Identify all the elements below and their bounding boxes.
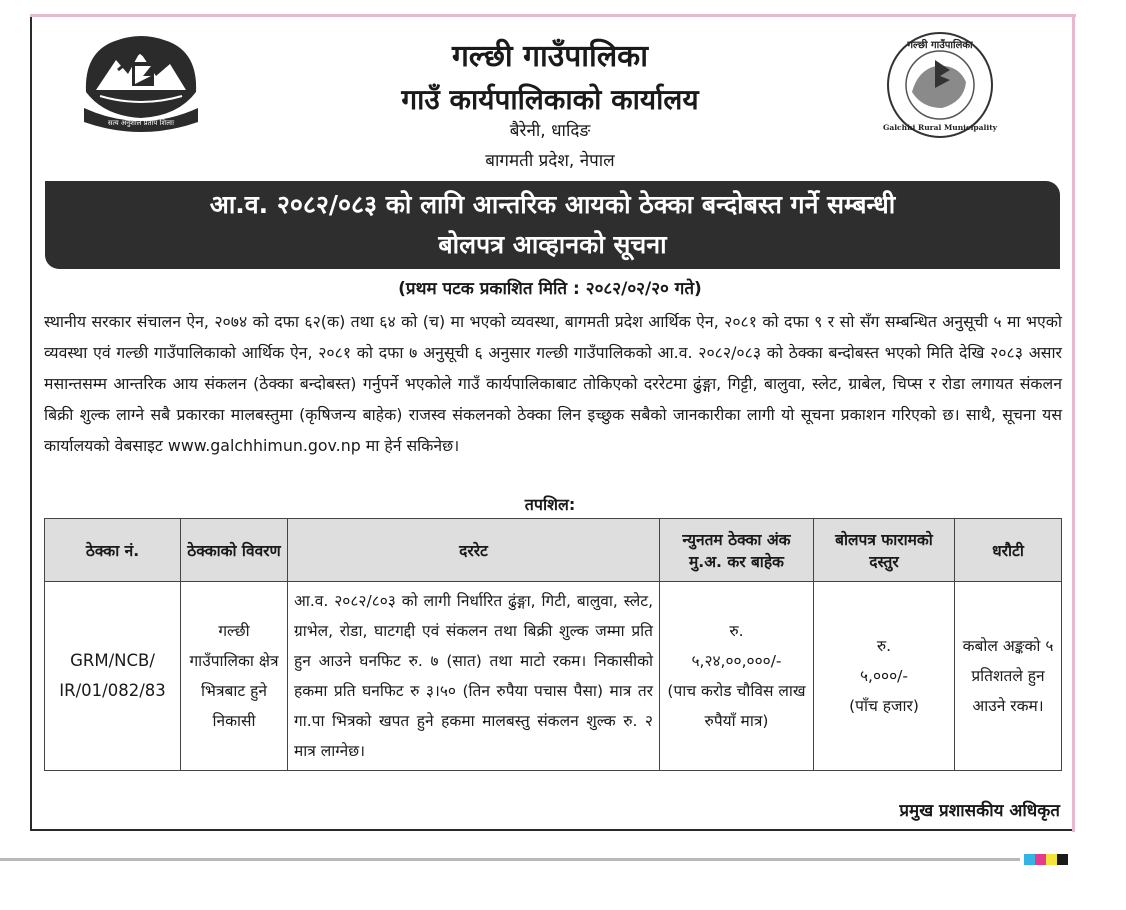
office-location: बैरेनी, धादिङ xyxy=(509,121,591,141)
cyan-mark xyxy=(1024,854,1035,865)
magenta-mark xyxy=(1035,854,1046,865)
cmyk-color-marks xyxy=(1024,854,1068,865)
cell-description: गल्छी गाउँपालिका क्षेत्र भित्रबाट हुने निकासी xyxy=(181,582,288,771)
cell-contract-no: GRM/NCB/ IR/01/082/83 xyxy=(45,582,181,771)
emblem-caption: सत्य अनुशील प्रताप शिलाः xyxy=(107,119,175,127)
seal-top-text: गल्छी गाउँपालिका xyxy=(907,40,973,51)
col-deposit: धरौटी xyxy=(955,519,1062,582)
col-description: ठेक्काको विवरण xyxy=(181,519,288,582)
yellow-mark xyxy=(1046,854,1057,865)
col-contract-no: ठेक्का नं. xyxy=(45,519,181,582)
min-amount-value: ५,२४,००,०००/- xyxy=(691,652,782,670)
galchhi-municipality-seal xyxy=(880,30,1000,140)
signature-title: प्रमुख प्रशासकीय अधिकृत xyxy=(899,801,1060,821)
notice-title-line1: आ.व. २०८२/०८३ को लागि आन्तरिक आयको ठेक्का बन्दोबस्त गर्ने सम्बन्धी xyxy=(209,190,896,219)
col-form-fee: बोलपत्र फारामको दस्तुर xyxy=(814,519,955,582)
tender-table xyxy=(44,518,1062,771)
min-amount-prefix: रु. xyxy=(729,622,744,640)
seal-bottom-text: Galchhi Rural Municipality xyxy=(882,123,998,132)
form-fee-prefix: रु. xyxy=(876,637,892,655)
publish-date: (प्रथम पटक प्रकाशित मिति : २०८२/०२/२० गते) xyxy=(398,279,702,299)
right-rule xyxy=(1072,14,1075,832)
nepal-emblem-logo xyxy=(78,30,204,136)
cell-deposit: कबोल अङ्कको ५ प्रतिशतले हुन आउने रकम। xyxy=(955,582,1062,771)
form-fee-value: ५,०००/- xyxy=(860,667,908,685)
table-row xyxy=(45,582,1062,771)
office-name: गाउँ कार्यपालिकाको कार्यालय xyxy=(401,83,699,116)
province-name: बागमती प्रदेश, नेपाल xyxy=(485,151,615,171)
min-amount-words: (पाच करोड चौविस लाख रुपैयाँ मात्र) xyxy=(667,682,806,730)
municipality-name: गल्छी गाउँपालिका xyxy=(452,39,648,74)
col-rate: दररेट xyxy=(288,519,660,582)
black-mark xyxy=(1057,854,1068,865)
notice-body: स्थानीय सरकार संचालन ऐन, २०७४ को दफा ६२(क) तथा ६४ को (च) मा भएको व्यवस्था, बागमती प्रदेश आर्थिक ऐन, २०८१ को दफा ९ र सो सँग सम्बन्धित अनुसूची ५ मा भएको व्यवस्था एवं गल्छी गाउँपालिकाको आर्थिक ऐन, २०८१ को दफा ७ अनुसूची ६ अनुसार गल्छी गाउँपालिकको आ.व. २०८२/०८३ को ठेक्का बन्दोबस्त भएको मिति देखि २०८३ असार मसान्तसम्म आन्तरिक आय संकलन (ठेक्का बन्दोबस्त) गर्नुपर्ने भएकोले गाउँ कार्यपालिकाबाट तोकिएको दररेटमा ढुंङ्गा, गिट्टी, बालुवा, स्लेट, ग्राबेल, चिप्स र रोडा लगायत संकलन बिक्री शुल्क लाग्ने सबै प्रकारका मालबस्तुमा (कृषिजन्य बाहेक) राजस्व संकलनको ठेक्का लिन इच्छुक सबैको जानकारीका लागी यो सूचना प्रकाशन गरिएको छ। साथै, सूचना यस कार्यालयको वेबसाइट www.galchhimun.gov.np मा हेर्न सकिनेछ। xyxy=(44,312,1062,455)
notice-title-line2: बोलपत्र आव्हानको सूचना xyxy=(438,230,667,259)
bottom-rule xyxy=(0,858,1020,861)
cell-min-amount xyxy=(660,582,814,771)
cell-form-fee xyxy=(814,582,955,771)
notice-title-banner xyxy=(45,181,1060,269)
col-min-amount: न्युनतम ठेक्का अंक मु.अ. कर बाहेक xyxy=(660,519,814,582)
form-fee-words: (पाँच हजार) xyxy=(849,697,919,715)
cell-rate: आ.व. २०८२/८०३ को लागी निर्धारित ढुंङ्गा, गिटी, बालुवा, स्लेट, ग्राभेल, रोडा, घाटगद्दी एवं संकलन तथा बिक्री शुल्क जम्मा प्रति हुन आउने घनफिट रु. ७ (सात) तथा माटो रकम। निकासीको हकमा प्रति घनफिट रु ३।५० (तिन रुपैया पचास पैसा) मात्र तर गा.पा भित्रको खपत हुने हकमा मालबस्तु संकलन शुल्क रु. २ मात्र लाग्नेछ। xyxy=(288,582,660,771)
details-heading: तपशिल: xyxy=(524,495,576,514)
table-header-row xyxy=(45,519,1062,582)
